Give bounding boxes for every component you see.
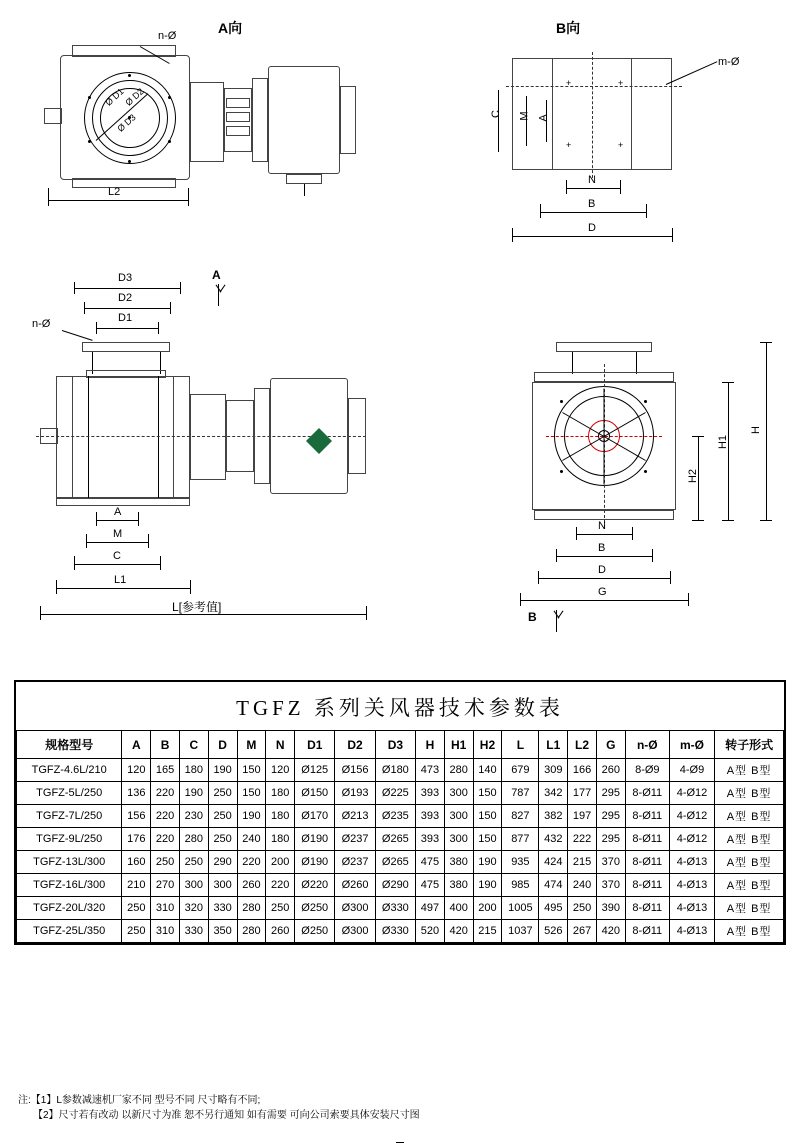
cell-value: 787 xyxy=(502,782,539,805)
cell-rotor-type: A型 B型 xyxy=(715,805,784,828)
th-D1: D1 xyxy=(295,731,335,759)
dim-M-front: M xyxy=(113,528,123,540)
cell-value: 190 xyxy=(473,874,502,897)
cell-value: 250 xyxy=(208,805,237,828)
cell-value: 190 xyxy=(473,851,502,874)
cell-value: 380 xyxy=(444,851,473,874)
dim-H-side: H xyxy=(749,426,762,434)
dim-H2-side: H2 xyxy=(687,468,700,484)
cell-value: 156 xyxy=(122,805,151,828)
cell-value: 8-Ø11 xyxy=(625,920,669,943)
label-n-hole-front: n-Ø xyxy=(32,318,51,330)
cell-value: 140 xyxy=(473,759,502,782)
dim-G-side: G xyxy=(598,586,607,598)
view-title-b: B向 xyxy=(556,20,581,36)
motor-terminal-box-a xyxy=(286,174,322,184)
cell-value: 300 xyxy=(208,874,237,897)
motor-fan-cover-front xyxy=(348,398,366,474)
cell-value: Ø225 xyxy=(375,782,415,805)
cell-value: 393 xyxy=(416,782,445,805)
cell-value: 290 xyxy=(208,851,237,874)
valve-top-flange-a xyxy=(72,45,176,57)
cell-model: TGFZ-20L/320 xyxy=(17,897,122,920)
cell-value: 250 xyxy=(266,897,295,920)
cell-value: 250 xyxy=(208,782,237,805)
cell-value: 300 xyxy=(179,874,208,897)
cell-value: 4-Ø12 xyxy=(669,805,714,828)
cell-value: 180 xyxy=(266,828,295,851)
dim-L1-front: L1 xyxy=(114,574,127,586)
cell-value: 424 xyxy=(539,851,568,874)
cell-value: 330 xyxy=(179,920,208,943)
dim-A-b: A xyxy=(537,114,550,122)
cell-value: 250 xyxy=(208,828,237,851)
cell-value: Ø250 xyxy=(295,897,335,920)
dim-H1-side: H1 xyxy=(717,434,730,450)
cell-value: 380 xyxy=(444,874,473,897)
dim-B-side: B xyxy=(598,542,606,554)
cell-value: 1037 xyxy=(502,920,539,943)
cell-value: 382 xyxy=(539,805,568,828)
cell-rotor-type: A型 B型 xyxy=(715,759,784,782)
cell-value: Ø220 xyxy=(295,874,335,897)
table-row xyxy=(17,828,784,851)
cell-value: 877 xyxy=(502,828,539,851)
cell-value: 295 xyxy=(596,805,625,828)
section-arrow-a-label: A xyxy=(212,268,221,282)
view-title-a: A向 xyxy=(218,20,243,36)
cell-value: 393 xyxy=(416,805,445,828)
cell-value: 136 xyxy=(122,782,151,805)
cell-value: Ø237 xyxy=(335,851,375,874)
cell-value: Ø150 xyxy=(295,782,335,805)
th-rotor-type: 转子形式 xyxy=(715,731,784,759)
cell-value: 310 xyxy=(151,920,180,943)
cell-model: TGFZ-5L/250 xyxy=(17,782,122,805)
cell-value: 190 xyxy=(237,805,266,828)
cell-value: 150 xyxy=(473,805,502,828)
cell-value: 342 xyxy=(539,782,568,805)
cell-value: 4-Ø13 xyxy=(669,851,714,874)
table-row xyxy=(17,874,784,897)
cell-value: 300 xyxy=(444,828,473,851)
th-C: C xyxy=(179,731,208,759)
dim-C-front: C xyxy=(113,550,121,562)
cell-value: 215 xyxy=(568,851,597,874)
cell-value: Ø190 xyxy=(295,851,335,874)
cell-value: Ø190 xyxy=(295,828,335,851)
cell-value: Ø170 xyxy=(295,805,335,828)
cell-value: 4-Ø12 xyxy=(669,828,714,851)
cell-value: 8-Ø11 xyxy=(625,897,669,920)
th-G: G xyxy=(596,731,625,759)
cell-value: Ø300 xyxy=(335,897,375,920)
motor-fan-cover-a xyxy=(340,86,356,154)
cell-value: 280 xyxy=(237,920,266,943)
dim-D-b: D xyxy=(588,222,596,234)
table-body xyxy=(17,759,784,943)
cell-value: 8-Ø9 xyxy=(625,759,669,782)
centerline-h-b xyxy=(506,86,682,87)
cell-rotor-type: A型 B型 xyxy=(715,851,784,874)
cell-value: 475 xyxy=(416,874,445,897)
motor-flange-a xyxy=(252,78,268,162)
cell-value: 220 xyxy=(151,805,180,828)
cell-value: 432 xyxy=(539,828,568,851)
cell-value: Ø193 xyxy=(335,782,375,805)
dim-D3: D3 xyxy=(118,272,133,284)
cell-value: 166 xyxy=(568,759,597,782)
cell-value: 310 xyxy=(151,897,180,920)
notes-block xyxy=(18,1093,420,1123)
cell-value: 180 xyxy=(179,759,208,782)
cell-model: TGFZ-16L/300 xyxy=(17,874,122,897)
cell-value: 320 xyxy=(179,897,208,920)
dim-L2-a: L2 xyxy=(108,186,121,198)
cell-value: 280 xyxy=(444,759,473,782)
table-row xyxy=(17,920,784,943)
cell-value: 4-Ø13 xyxy=(669,920,714,943)
motor-flange-front xyxy=(254,388,270,484)
dim-B-b: B xyxy=(588,198,596,210)
cell-value: 330 xyxy=(208,897,237,920)
cell-value: 250 xyxy=(179,851,208,874)
cell-value: 240 xyxy=(237,828,266,851)
inlet-flange-front xyxy=(82,342,170,352)
cell-value: 250 xyxy=(122,920,151,943)
cell-value: 679 xyxy=(502,759,539,782)
cell-value: 260 xyxy=(596,759,625,782)
th-M: M xyxy=(237,731,266,759)
cell-value: 150 xyxy=(473,782,502,805)
cell-model: TGFZ-4.6L/210 xyxy=(17,759,122,782)
label-n-hole-a: n-Ø xyxy=(158,30,177,42)
gearbox-a xyxy=(190,82,224,162)
cell-value: 250 xyxy=(568,897,597,920)
cell-value: 370 xyxy=(596,874,625,897)
cell-value: Ø156 xyxy=(335,759,375,782)
cell-value: 350 xyxy=(208,920,237,943)
table-row xyxy=(17,782,784,805)
cell-value: 220 xyxy=(266,874,295,897)
cell-value: 160 xyxy=(122,851,151,874)
cell-value: 935 xyxy=(502,851,539,874)
cell-value: Ø290 xyxy=(375,874,415,897)
inlet-flange-side xyxy=(556,342,652,352)
cell-value: 197 xyxy=(568,805,597,828)
cell-value: 190 xyxy=(208,759,237,782)
label-d3-a: Ø D3 xyxy=(115,112,138,134)
cell-value: 1005 xyxy=(502,897,539,920)
shaft-stub-a xyxy=(44,108,62,124)
cell-value: 4-Ø12 xyxy=(669,782,714,805)
cell-rotor-type: A型 B型 xyxy=(715,897,784,920)
cell-value: 220 xyxy=(237,851,266,874)
note-2: 【2】尺寸若有改动 以新尺寸为准 恕不另行通知 如有需要 可向公司索要具体安装尺寸图 xyxy=(18,1110,420,1121)
cell-value: 400 xyxy=(444,897,473,920)
cell-value: 4-Ø13 xyxy=(669,897,714,920)
cell-value: 120 xyxy=(266,759,295,782)
cell-value: Ø330 xyxy=(375,897,415,920)
dim-C-b: C xyxy=(489,110,502,118)
dim-A-front: A xyxy=(114,506,122,518)
cell-value: 280 xyxy=(179,828,208,851)
cell-value: 497 xyxy=(416,897,445,920)
motor-body-a xyxy=(268,66,340,174)
spec-table-wrapper xyxy=(14,680,786,945)
table-title: TGFZ 系列关风器技术参数表 xyxy=(236,696,564,720)
cell-value: Ø300 xyxy=(335,920,375,943)
th-B: B xyxy=(151,731,180,759)
cell-value: 177 xyxy=(568,782,597,805)
table-row xyxy=(17,851,784,874)
cell-value: 230 xyxy=(179,805,208,828)
th-L2: L2 xyxy=(568,731,597,759)
cell-value: 220 xyxy=(151,782,180,805)
cell-value: 526 xyxy=(539,920,568,943)
cell-value: 267 xyxy=(568,920,597,943)
th-H: H xyxy=(416,731,445,759)
cell-value: 475 xyxy=(416,851,445,874)
cell-rotor-type: A型 B型 xyxy=(715,920,784,943)
dim-M-b: M xyxy=(518,111,531,121)
dim-D1: D1 xyxy=(118,312,133,324)
cell-value: 474 xyxy=(539,874,568,897)
cell-value: 495 xyxy=(539,897,568,920)
th-model: 规格型号 xyxy=(17,731,122,759)
cell-value: 222 xyxy=(568,828,597,851)
sheet-center-mark xyxy=(396,1142,404,1143)
label-d2-a: Ø D2 xyxy=(123,86,146,108)
cell-value: 985 xyxy=(502,874,539,897)
dim-N-side: N xyxy=(598,520,606,532)
cell-value: 390 xyxy=(596,897,625,920)
cell-value: 150 xyxy=(237,782,266,805)
cell-value: 295 xyxy=(596,828,625,851)
cell-value: Ø265 xyxy=(375,828,415,851)
gearbox-front xyxy=(190,394,226,480)
cell-value: 120 xyxy=(122,759,151,782)
cell-value: 210 xyxy=(122,874,151,897)
cell-value: 300 xyxy=(444,805,473,828)
dim-D2: D2 xyxy=(118,292,133,304)
th-H2: H2 xyxy=(473,731,502,759)
table-header-row xyxy=(17,731,784,759)
cell-value: 370 xyxy=(596,851,625,874)
cell-value: 150 xyxy=(237,759,266,782)
cell-value: 8-Ø11 xyxy=(625,828,669,851)
dim-L-ref: L[参考值] xyxy=(172,600,222,614)
th-N: N xyxy=(266,731,295,759)
cell-value: 8-Ø11 xyxy=(625,805,669,828)
cell-value: Ø125 xyxy=(295,759,335,782)
label-m-hole-b: m-Ø xyxy=(718,56,740,68)
cell-value: Ø180 xyxy=(375,759,415,782)
cell-value: 520 xyxy=(416,920,445,943)
cell-value: 250 xyxy=(151,851,180,874)
cell-value: Ø260 xyxy=(335,874,375,897)
th-m-hole: m-Ø xyxy=(669,731,714,759)
table-row xyxy=(17,759,784,782)
cell-value: 420 xyxy=(596,920,625,943)
cell-value: Ø235 xyxy=(375,805,415,828)
th-D: D xyxy=(208,731,237,759)
cell-value: 4-Ø9 xyxy=(669,759,714,782)
cell-model: TGFZ-25L/350 xyxy=(17,920,122,943)
cell-value: 165 xyxy=(151,759,180,782)
spec-table xyxy=(16,682,784,943)
cell-value: 260 xyxy=(266,920,295,943)
th-D2: D2 xyxy=(335,731,375,759)
cell-value: 300 xyxy=(444,782,473,805)
cell-value: Ø265 xyxy=(375,851,415,874)
cell-value: Ø330 xyxy=(375,920,415,943)
cell-value: 180 xyxy=(266,805,295,828)
th-n-hole: n-Ø xyxy=(625,731,669,759)
cell-value: 220 xyxy=(151,828,180,851)
th-L1: L1 xyxy=(539,731,568,759)
cell-value: 309 xyxy=(539,759,568,782)
cell-value: 260 xyxy=(237,874,266,897)
housing-bottom-front xyxy=(56,498,190,506)
cell-value: 4-Ø13 xyxy=(669,874,714,897)
cell-model: TGFZ-9L/250 xyxy=(17,828,122,851)
centerline-v-b xyxy=(592,52,593,178)
cell-value: 295 xyxy=(596,782,625,805)
cell-value: 180 xyxy=(266,782,295,805)
cell-model: TGFZ-13L/300 xyxy=(17,851,122,874)
cell-value: Ø250 xyxy=(295,920,335,943)
th-L: L xyxy=(502,731,539,759)
cell-value: Ø213 xyxy=(335,805,375,828)
label-d1-a: Ø D1 xyxy=(103,86,126,108)
cell-value: 280 xyxy=(237,897,266,920)
th-A: A xyxy=(122,731,151,759)
dim-N-b: N xyxy=(588,174,596,186)
cell-value: 420 xyxy=(444,920,473,943)
cell-value: 200 xyxy=(473,897,502,920)
valve-bottom-flange-a xyxy=(72,178,176,188)
cell-value: 200 xyxy=(266,851,295,874)
dim-D-side: D xyxy=(598,564,606,576)
cell-value: 150 xyxy=(473,828,502,851)
cell-value: 190 xyxy=(179,782,208,805)
cell-value: 240 xyxy=(568,874,597,897)
table-row xyxy=(17,897,784,920)
cell-rotor-type: A型 B型 xyxy=(715,828,784,851)
cell-value: Ø237 xyxy=(335,828,375,851)
cell-value: 8-Ø11 xyxy=(625,782,669,805)
cell-value: 8-Ø11 xyxy=(625,851,669,874)
th-D3: D3 xyxy=(375,731,415,759)
cell-rotor-type: A型 B型 xyxy=(715,874,784,897)
cell-value: 176 xyxy=(122,828,151,851)
cell-value: 473 xyxy=(416,759,445,782)
cell-model: TGFZ-7L/250 xyxy=(17,805,122,828)
cell-value: 250 xyxy=(122,897,151,920)
cell-value: 215 xyxy=(473,920,502,943)
section-arrow-b-label: B xyxy=(528,610,537,624)
drawing-sheet: A向 n-Ø Ø D1 Ø D2 Ø D3 L2 B向 + + + + m-Ø C M A N B D D3 D2 D1 n-Ø A A M C L1 L[参考值] H H1 H2 N B D G B TGFZ 系列关风器技术参数表 规格型号 A B C D M N D1 D2 D3 H H1 H2 L L1 L2 G n-Ø m-Ø 转子形式 TGFZ-4.6L/210 120 165 180 190 150 120 Ø125 Ø156 Ø180 473 280 140 679 309 166 260 8-Ø9 4-Ø9 A型 B型 TGFZ-5L/250 136 220 190 250 150 180 Ø150 Ø193 Ø225 393 300 150 787 342 177 295 8-Ø11 4-Ø12 A型 B型 TGFZ-7L/250 156 220 230 250 190 180 Ø170 Ø213 Ø235 393 300 150 827 382 197 295 8-Ø11 4-Ø12 A型 B型 TGFZ-9L/250 176 220 280 250 240 180 Ø190 Ø237 Ø265 393 300 150 877 432 222 295 8-Ø11 4-Ø12 A型 B型 TGFZ-13L/300 160 250 250 290 220 200 Ø190 Ø237 Ø265 475 380 190 935 424 215 370 8-Ø11 4-Ø13 A型 B型 TGFZ-16L/300 210 270 300 300 260 220 Ø220 Ø260 Ø290 475 380 190 985 474 240 370 8-Ø11 4-Ø13 A型 B型 TGFZ-20L/320 250 310 320 330 280 250 Ø250 Ø300 Ø330 497 400 200 1005 495 250 390 8-Ø11 4-Ø13 A型 B型 TGFZ-25L/350 250 310 330 350 280 260 Ø250 Ø300 Ø330 520 420 215 1037 526 267 420 8-Ø11 4-Ø13 A型 B型 注:【1】L参数减速机厂家不同 型号不同 尺寸略有不同; 【2】尺寸若有改动 以新尺寸为准 恕不另行通知 如有需要 可向公司索要具体安装尺寸图 xyxy=(0,0,800,1145)
cell-value: 8-Ø11 xyxy=(625,874,669,897)
motor-body-front xyxy=(270,378,348,494)
cell-rotor-type: A型 B型 xyxy=(715,782,784,805)
cell-value: 827 xyxy=(502,805,539,828)
cell-value: 393 xyxy=(416,828,445,851)
cell-value: 270 xyxy=(151,874,180,897)
note-1: 注:【1】L参数减速机厂家不同 型号不同 尺寸略有不同; xyxy=(18,1095,261,1106)
th-H1: H1 xyxy=(444,731,473,759)
table-row xyxy=(17,805,784,828)
